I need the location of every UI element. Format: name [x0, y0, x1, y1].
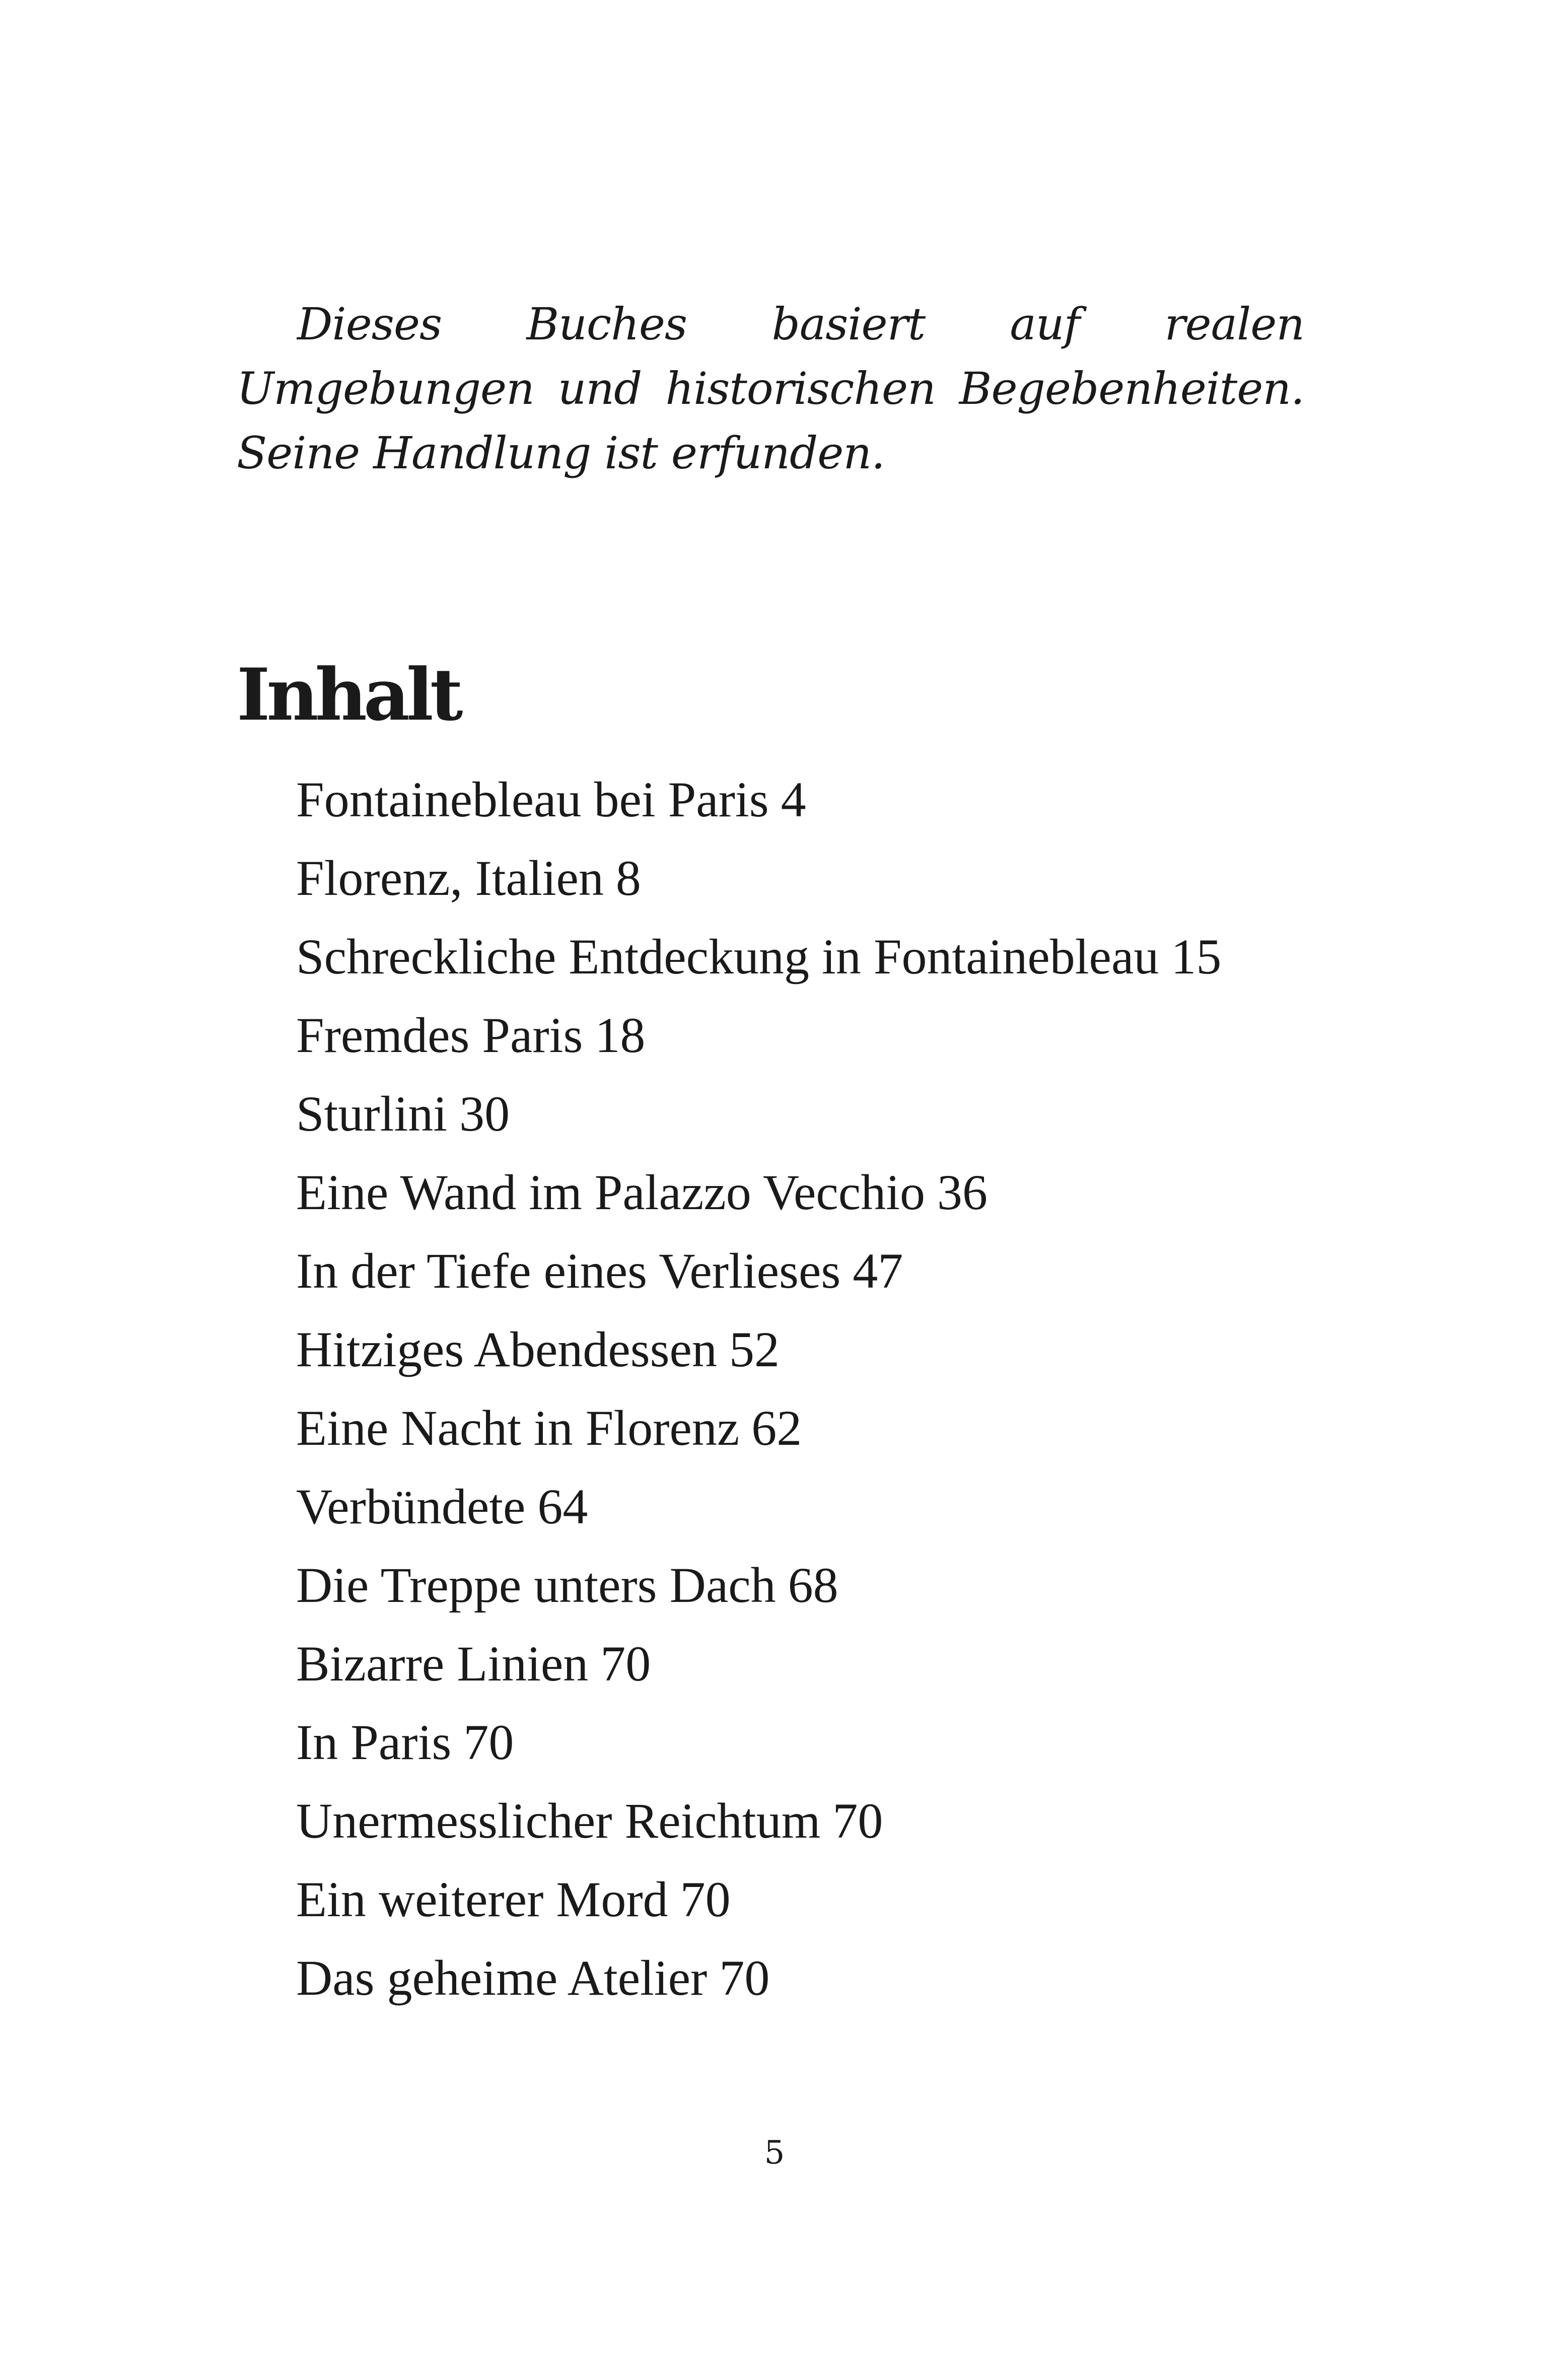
toc-entry-page: 64 [537, 1479, 588, 1534]
toc-entry [296, 1389, 1354, 1467]
toc-entry-title: Florenz, Italien [296, 850, 604, 906]
toc-entry [296, 1075, 1354, 1153]
toc-entry [296, 996, 1354, 1075]
toc-entry-page: 70 [719, 1950, 770, 2006]
toc-entry-title: Das geheime Atelier [296, 1950, 708, 2006]
toc-entry-title: Hitziges Abendessen [296, 1321, 717, 1377]
toc-entry-page: 15 [1171, 929, 1222, 985]
toc-entry-page: 47 [853, 1243, 903, 1299]
toc-entry-title: In Paris [296, 1714, 452, 1770]
toc-entry [296, 918, 1354, 996]
toc-entry-title: Bizarre Linien [296, 1636, 589, 1692]
toc-entry-page: 52 [729, 1321, 780, 1377]
toc-entry-title: Eine Nacht in Florenz [296, 1400, 740, 1456]
toc-entry [296, 1546, 1354, 1625]
toc-entry-page: 70 [463, 1714, 514, 1770]
toc-entry-title: Sturlini [296, 1086, 448, 1142]
toc-entry [296, 1467, 1354, 1546]
toc-entry-page: 68 [788, 1557, 838, 1613]
toc-heading: Inhalt [237, 653, 460, 737]
toc-entry-title: Schreckliche Entdeckung in Fontainebleau [296, 929, 1159, 985]
toc-entry [296, 839, 1354, 918]
toc-entry-title: Fontainebleau bei Paris [296, 772, 769, 827]
toc-entry-page: 18 [595, 1007, 646, 1063]
page-number: 5 [764, 2134, 785, 2172]
toc-entry-page: 70 [600, 1636, 651, 1692]
toc-entry [296, 1625, 1354, 1703]
toc-entry-title: Die Treppe unters Dach [296, 1557, 776, 1613]
toc-entry [296, 1782, 1354, 1860]
toc-entry-title: Verbündete [296, 1479, 526, 1534]
toc-entry-title: Fremdes Paris [296, 1007, 583, 1063]
toc-entry-page: 8 [615, 850, 641, 906]
toc-entry-page: 70 [680, 1871, 731, 1927]
toc-entry [296, 1939, 1354, 2017]
toc-entry [296, 1860, 1354, 1939]
toc-entry-page: 36 [937, 1164, 988, 1220]
toc-entry-page: 30 [459, 1086, 510, 1142]
toc-entry-page: 4 [781, 772, 806, 827]
toc-entry-page: 70 [832, 1793, 883, 1849]
toc-entry-title: Eine Wand im Palazzo Vecchio [296, 1164, 925, 1220]
toc-entry [296, 1703, 1354, 1782]
toc-entry [296, 1153, 1354, 1232]
toc-entry-title: Unermesslicher Reichtum [296, 1793, 821, 1849]
toc-entry-title: Ein weiterer Mord [296, 1871, 668, 1927]
toc-entry-title: In der Tiefe eines Verlieses [296, 1243, 841, 1299]
toc-entry [296, 760, 1354, 839]
disclaimer-text: Dieses Buches basiert auf realen Umgebungen und historischen Begebenheiten. Seine Handlung ist erfunden. [237, 298, 1304, 479]
toc-entry [296, 1232, 1354, 1310]
toc-entry [296, 1310, 1354, 1389]
table-of-contents [296, 760, 1354, 2017]
toc-entry-page: 62 [751, 1400, 802, 1456]
